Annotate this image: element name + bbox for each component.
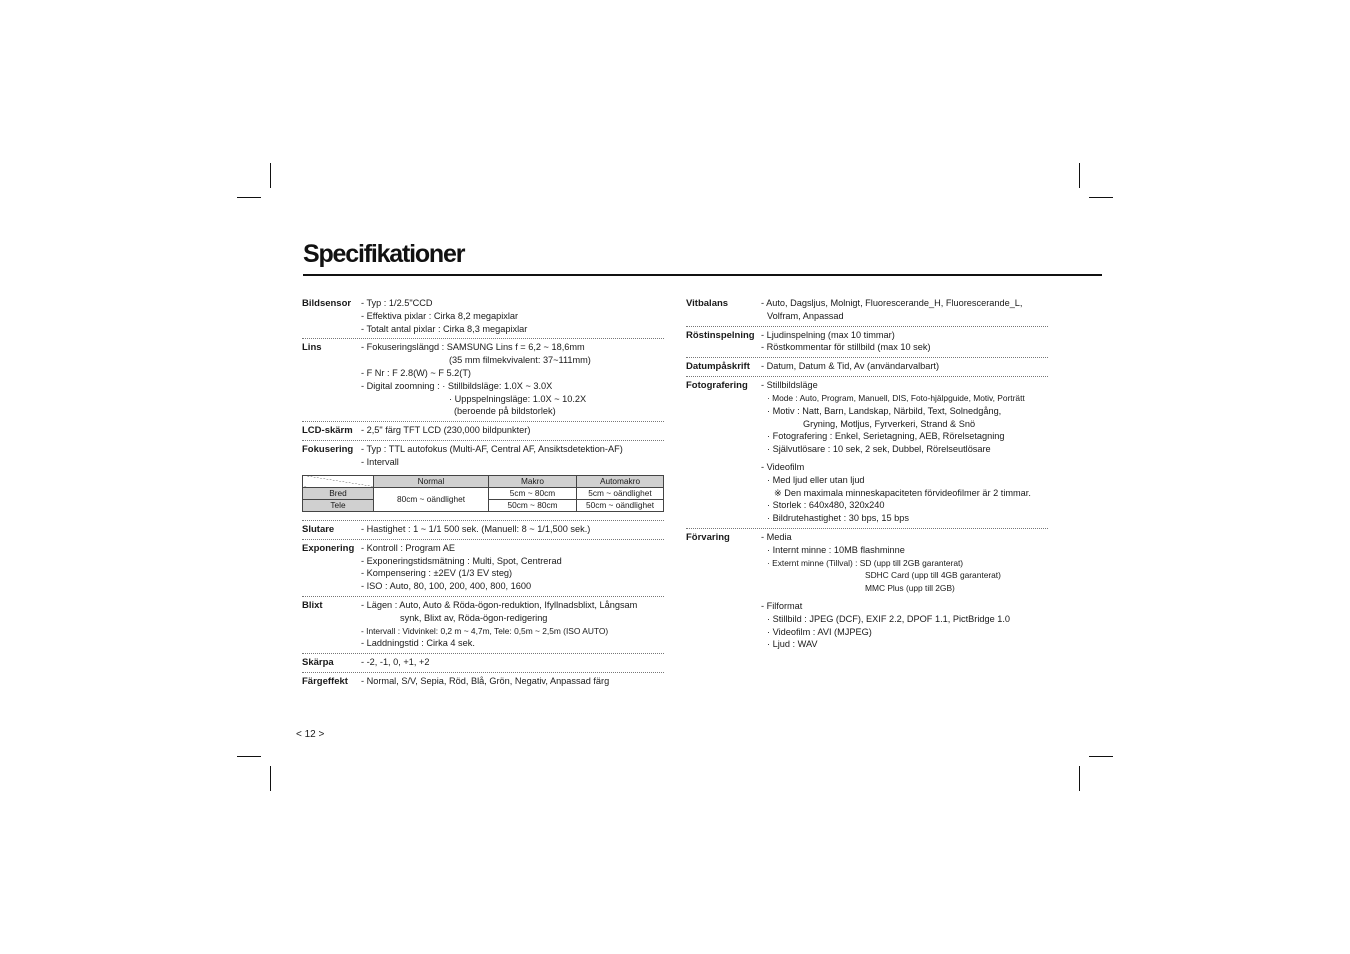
spec-row-lins <box>302 339 664 422</box>
spec-label: Färgeffekt <box>302 676 348 688</box>
spec-label: Datumpåskrift <box>686 361 750 373</box>
spec-line: · Mode : Auto, Program, Manuell, DIS, Foto-hjälpguide, Motiv, Porträtt <box>767 392 1025 403</box>
spec-label: Bildsensor <box>302 298 352 309</box>
spec-label: Exponering <box>302 542 355 554</box>
focus-range-table <box>302 475 664 512</box>
spec-line: SDHC Card (upp till 4GB garanterat) <box>865 570 1001 581</box>
crop-mark <box>237 197 261 198</box>
spec-label: Förvaring <box>686 531 730 543</box>
spec-line <box>361 380 664 393</box>
spec-value <box>761 297 1048 323</box>
spec-line: ※ Den maximala minneskapaciteten förvideofilmer är 2 timmar. <box>774 487 1031 498</box>
spec-value <box>361 523 664 536</box>
spec-line: · Videofilm : AVI (MJPEG) <box>767 626 872 637</box>
spec-row-exponering <box>302 540 664 597</box>
spec-label: Skärpa <box>302 657 334 669</box>
spec-value <box>361 599 664 650</box>
spec-label: LCD-skärm <box>302 425 353 437</box>
spec-line: - Kontroll : Program AE <box>361 542 455 553</box>
table-cell: 5cm ~ oändlighet <box>577 487 664 499</box>
spec-row-fokusering <box>302 441 664 521</box>
spec-line: - Typ : TTL autofokus (Multi-AF, Central AF, Ansiktsdetektion-AF) <box>361 444 623 455</box>
spec-row-vitbalans <box>686 295 1048 327</box>
spec-row-rostinspelning <box>686 327 1048 359</box>
table-corner-cell <box>303 475 374 487</box>
crop-mark <box>1079 766 1080 791</box>
spec-label: Slutare <box>302 523 335 535</box>
spec-value <box>361 297 664 335</box>
spec-value <box>361 542 664 593</box>
spec-line: - Stillbildsläge <box>761 380 818 391</box>
spec-value <box>761 379 1048 525</box>
spec-line: - 2,5" färg TFT LCD (230,000 bildpunkter) <box>361 425 531 436</box>
title-rule <box>303 274 1102 276</box>
spec-row-lcd <box>302 422 664 441</box>
spec-line: - Datum, Datum & Tid, Av (användarvalbart) <box>761 361 940 372</box>
spec-value <box>361 656 664 669</box>
spec-line: Gryning, Motljus, Fyrverkeri, Strand & Snö <box>803 418 976 429</box>
spec-line: - ISO : Auto, 80, 100, 200, 400, 800, 1600 <box>361 581 532 592</box>
table-cell: 5cm ~ 80cm <box>489 487 577 499</box>
spec-label: Fotografering <box>686 380 748 392</box>
spec-value <box>361 443 664 469</box>
table-header: Automakro <box>577 475 664 487</box>
left-column <box>302 295 664 691</box>
spec-line: - Laddningstid : Cirka 4 sek. <box>361 638 475 649</box>
spec-line: - Fokuseringslängd : SAMSUNG Lins f = 6,2 ~ 18,6mm <box>361 342 585 353</box>
spec-label: Blixt <box>302 599 323 611</box>
spec-line: · Externt minne (Tillval) : SD (upp till 2GB garanterat) <box>767 557 964 568</box>
spec-line: - Typ : 1/2.5"CCD <box>361 298 433 308</box>
spec-line: · Uppspelningsläge: 1.0X ~ 10.2X <box>449 393 587 404</box>
crop-mark <box>270 766 271 791</box>
spec-row-bildsensor <box>302 295 664 339</box>
spec-value <box>361 675 664 688</box>
table-cell: 50cm ~ oändlighet <box>577 499 664 511</box>
crop-mark <box>1089 197 1113 198</box>
spec-line: · Självutlösare : 10 sek, 2 sek, Dubbel, Rörelseutlösare <box>767 444 991 455</box>
spec-line: · Stillbild : JPEG (DCF), EXIF 2.2, DPOF 1.1, PictBridge 1.0 <box>767 613 1011 624</box>
spec-label: Lins <box>302 342 322 354</box>
spec-label: Röstinspelning <box>686 329 755 341</box>
spec-line: - -2, -1, 0, +1, +2 <box>361 657 430 668</box>
spec-row-skarpa <box>302 654 664 673</box>
spec-label: Fokusering <box>302 444 354 456</box>
spec-row-blixt <box>302 597 664 654</box>
table-row-label: Tele <box>303 499 374 511</box>
spec-line: - Intervall : Vidvinkel: 0,2 m ~ 4,7m, Tele: 0,5m ~ 2,5m (ISO AUTO) <box>361 625 609 636</box>
spec-row-fargeffekt <box>302 673 664 691</box>
right-column <box>686 295 1048 654</box>
spec-line: · Storlek : 640x480, 320x240 <box>767 500 885 511</box>
crop-mark <box>1079 163 1080 188</box>
spec-line: - Lägen : Auto, Auto & Röda-ögon-reduktion, Ifyllnadsblixt, Långsam <box>361 599 638 610</box>
spec-line: MMC Plus (upp till 2GB) <box>865 583 955 594</box>
spec-line: - Media <box>761 531 792 542</box>
spec-line: - Hastighet : 1 ~ 1/1 500 sek. (Manuell: 8 ~ 1/1,500 sek.) <box>361 523 591 534</box>
table-header: Normal <box>374 475 489 487</box>
table-header: Makro <box>489 475 577 487</box>
crop-mark <box>1089 756 1113 757</box>
table-row-label: Bred <box>303 487 374 499</box>
spec-line: - Intervall <box>361 456 399 467</box>
spec-line: - Videofilm <box>761 461 805 472</box>
spec-label: Vitbalans <box>686 298 729 309</box>
spec-line: · Med ljud eller utan ljud <box>767 474 865 485</box>
spec-row-slutare <box>302 521 664 540</box>
spec-value <box>761 329 1048 355</box>
spec-line: - Filformat <box>761 600 803 611</box>
spec-line-prefix: - Digital zoomning : <box>361 380 443 391</box>
spec-value <box>761 531 1048 651</box>
table-cell: 50cm ~ 80cm <box>489 499 577 511</box>
spec-line: · Bildrutehastighet : 30 bps, 15 bps <box>767 513 909 524</box>
spec-line: - Totalt antal pixlar : Cirka 8,3 megapixlar <box>361 323 528 334</box>
spec-line: - Auto, Dagsljus, Molnigt, Fluorescerande_H, Fluorescerande_L, <box>761 298 1023 308</box>
page-number: < 12 > <box>296 729 325 740</box>
spec-line: - Kompensering : ±2EV (1/3 EV steg) <box>361 568 513 579</box>
spec-line: Volfram, Anpassad <box>767 310 844 321</box>
spec-line: (35 mm filmekvivalent: 37~111mm) <box>449 355 591 366</box>
spec-row-fotografering <box>686 377 1048 529</box>
spec-line: · Internt minne : 10MB flashminne <box>767 544 905 555</box>
spec-row-forvaring <box>686 529 1048 654</box>
spec-line: · Ljud : WAV <box>767 639 818 650</box>
spec-line-item: · Stillbildsläge: 1.0X ~ 3.0X <box>442 380 553 391</box>
spec-value <box>361 341 664 418</box>
spec-line: - Effektiva pixlar : Cirka 8,2 megapixlar <box>361 310 519 321</box>
page-title: Specifikationer <box>303 240 465 268</box>
spec-line: - Ljudinspelning (max 10 timmar) <box>761 329 895 340</box>
spec-value <box>761 360 1048 373</box>
spec-line: · Motiv : Natt, Barn, Landskap, Närbild, Text, Solnedgång, <box>767 405 1002 416</box>
spec-line: synk, Blixt av, Röda-ögon-redigering <box>400 612 548 623</box>
spec-line: (beroende på bildstorlek) <box>454 406 556 417</box>
table-cell: 80cm ~ oändlighet <box>374 487 489 511</box>
spec-line: · Fotografering : Enkel, Serietagning, AEB, Rörelsetagning <box>767 431 1005 442</box>
spec-line: - Exponeringstidsmätning : Multi, Spot, Centrerad <box>361 555 562 566</box>
spec-row-datumpaskrift <box>686 358 1048 377</box>
spec-line: - Normal, S/V, Sepia, Röd, Blå, Grön, Negativ, Anpassad färg <box>361 676 610 687</box>
crop-mark <box>237 756 261 757</box>
spec-line: - Röstkommentar för stillbild (max 10 sek) <box>761 342 931 353</box>
spec-value <box>361 424 664 437</box>
crop-mark <box>270 163 271 188</box>
spec-line: - F Nr : F 2.8(W) ~ F 5.2(T) <box>361 367 471 378</box>
